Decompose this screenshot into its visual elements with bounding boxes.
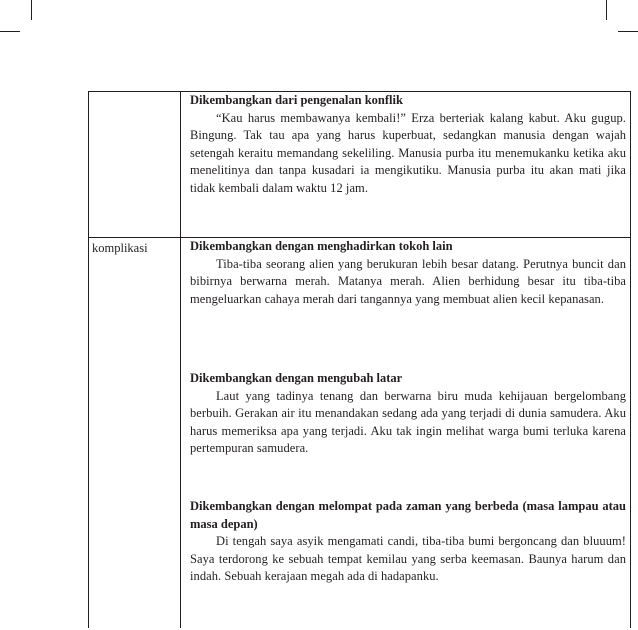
section-heading: Dikembangkan dari pengenalan konflik — [190, 93, 403, 107]
section-tokoh-lain — [190, 238, 626, 308]
section-heading: Dikembangkan dengan menghadirkan tokoh lain — [190, 239, 453, 253]
row-label: komplikasi — [92, 241, 148, 255]
section-body: Tiba-tiba seorang alien yang berukuran lebih besar datang. Perutnya buncit dan bibirnya berwarna merah. Matanya merah. Alien berhidung besar itu tiba-tiba mengeluarkan cahaya merah dari tangannya yang membuat alien kecil kepanasan. — [190, 256, 626, 306]
section-body: Laut yang tadinya tenang dan berwarna biru muda kehijauan bergelombang berbuih. Gerakan air itu menandakan sedang ada yang terjadi di dunia samudera. Aku harus memeriksa apa yang terjadi. Aku tak ingin melihat warga bumi terluka karena pertempuran samudera. — [190, 388, 626, 456]
section-body: “Kau harus membawanya kembali!” Erza berteriak kalang kabut. Aku gugup. Bingung. Tak tau apa yang harus kuperbuat, sedangkan manusia dengan wajah setengah keraitu memandang sekeliling. Manusia purba itu menemukanku ketika aku menelitinya dan tanpa kusadari ia mengikutiku. Manusia purba itu akan mati jika tidak kembali dalam waktu 12 jam. — [190, 110, 626, 195]
section-body: Di tengah saya asyik mengamati candi, tiba-tiba bumi bergoncang dan bluuum! Saya terdorong ke sebuah tempat kemilau yang serba keemasan. Baunya harum dan indah. Sebuah kerajaan megah ada di hadapanku. — [190, 534, 626, 584]
section-heading: Dikembangkan dengan mengubah latar — [190, 371, 403, 385]
section-konflik — [190, 92, 626, 198]
crop-mark-top-left-vertical — [31, 0, 32, 20]
section-heading: Dikembangkan dengan melompat pada zaman yang berbeda (masa lampau atau masa depan) — [190, 499, 626, 531]
crop-mark-top-left-horizontal — [0, 31, 20, 32]
crop-mark-top-right-vertical — [606, 0, 607, 20]
column-divider — [180, 92, 181, 628]
crop-mark-top-right-horizontal — [618, 31, 638, 32]
content-table — [88, 91, 631, 628]
section-mengubah-latar — [190, 370, 626, 458]
section-melompat-zaman — [190, 498, 626, 586]
